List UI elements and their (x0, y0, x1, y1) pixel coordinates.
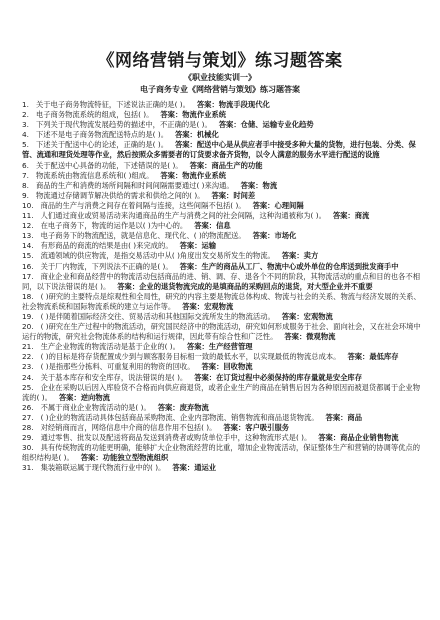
question-item (22, 100, 422, 110)
question-item (22, 191, 422, 201)
question-number: 4. (22, 130, 29, 140)
question-number: 30. (22, 443, 34, 453)
question-stem: 具有传统物流的功能更明确，能够扩大企业物流经营的比重，增加企业物流活动，保证整体生产和营销的协调等优点的组织结构是( )。 (22, 443, 421, 463)
question-stem: 流通领域的供应物流，是指交易活动中从( )角度出发交易所发生的物流。 (40, 251, 275, 261)
question-number: 24. (22, 372, 34, 382)
question-stem: 商业企业和商品经营中的物流活动包括商品的进、销、调、存、退各个不同的阶段，其物流活动的重点和目的也各不相同，以下说法错误的是( )。 (22, 271, 421, 291)
question-number: 19. (22, 311, 34, 321)
answer-text: 答案：宏观物流 (182, 301, 234, 311)
question-item (22, 413, 422, 423)
question-number: 18. (22, 291, 34, 301)
question-item (22, 373, 422, 383)
answer-text: 答案：微观物流 (284, 332, 336, 342)
answer-text: 答案：配送中心是从供应者手中接受多种大量的货物，进行包装、分类、保管、流通和理货处理等作业，然后按照众多需要者的订货要求备齐货物，以令人满意的服务水平进行配送的设施 (22, 140, 416, 160)
question-number: 3. (22, 120, 29, 130)
page-subtitle: 《职业技能实训一》 (184, 73, 256, 82)
question-number: 14. (22, 241, 34, 251)
question-item (22, 171, 422, 181)
question-stem: 下述关于配送中心的论述，正确的是( )。 (35, 140, 168, 150)
question-item (22, 140, 422, 160)
question-number: 16. (22, 261, 34, 271)
answer-text: 答案：物流作业系统 (160, 170, 227, 180)
question-stem: 通过零售、批发以及配送将商品发送到消费者或购货单位手中，这种物流形式是( )。 (40, 433, 312, 443)
question-stem: 不属于商业企业物流活动的是( )。 (40, 402, 151, 412)
question-number: 27. (22, 412, 34, 422)
question-stem: 有形商品的商流的结果是由( )来完成的。 (40, 241, 173, 251)
question-stem: ( )企业的物流活动具体包括商品采购物流、企业内部物流、销售物流和商品退货物流。 (40, 412, 319, 422)
question-stem: ( )研究在生产过程中的物流活动，研究国民经济中的物流活动，研究如何形成服务于社会、面向社会，又在社会环境中运行的物流，研究社会物流体系的结构和运行规律，因此带有综合性和广泛性。 (22, 322, 421, 342)
question-number: 20. (22, 322, 34, 332)
question-item (22, 383, 422, 403)
answer-text: 答案：逆向物流 (58, 392, 110, 402)
question-number: 11. (22, 211, 34, 221)
question-number: 26. (22, 402, 34, 412)
question-stem: ( )是指那些分拣料、可重复利用的物资的回收。 (40, 362, 195, 372)
question-stem: 对经销商而言，网络信息中介商的信息作用不包括( )。 (40, 423, 217, 432)
question-number: 21. (22, 342, 34, 352)
question-item (22, 161, 422, 171)
question-item (22, 251, 422, 261)
question-item (22, 181, 422, 191)
answer-text: 答案：物流作业系统 (160, 110, 227, 120)
question-stem: 企业在采购以后因入库验货不合格而向供应商退货，或者企业生产的商品在销售后因为各种原因而被退货都属于企业物流的( )。 (22, 382, 421, 402)
page-title: 《网络营销与策划》练习题答案 (97, 51, 343, 71)
question-item (22, 433, 422, 443)
answer-text: 答案：客户吸引服务 (223, 423, 290, 432)
question-number: 7. (22, 170, 29, 180)
question-stem: 关于基本库存和安全库存，说法错误的是( )。 (40, 372, 188, 382)
answer-text: 答案：商品生产的功能 (189, 160, 263, 170)
question-number: 6. (22, 160, 29, 170)
question-stem: 关于厂内物流，下列说法不正确的是( )。 (40, 261, 173, 271)
answer-text: 答案：信息 (194, 221, 231, 231)
question-stem: 电子商务物流系统的组成，包括( )。 (35, 110, 154, 120)
question-stem: 物流通过存储调节解决供给的需求和供给之间的( )。 (35, 190, 205, 200)
question-item (22, 312, 422, 322)
question-number: 13. (22, 231, 34, 241)
question-item (22, 423, 422, 433)
answer-text: 答案：商品 (325, 412, 363, 422)
question-item (22, 322, 422, 342)
question-number: 5. (22, 140, 29, 150)
question-stem: 生产企业物流的物流活动是基于企业的( )。 (40, 342, 180, 352)
answer-text: 答案：废弃物流 (157, 402, 209, 412)
question-item (22, 443, 422, 463)
question-stem: 下列关于现代物流发展趋势的描述中，不正确的是( )。 (35, 120, 212, 130)
answer-text: 答案：市场化 (252, 231, 297, 241)
question-item (22, 362, 422, 372)
answer-text: 答案：物流手段现代化 (196, 100, 270, 109)
answer-text: 答案：心理间隔 (252, 200, 304, 210)
question-item (22, 352, 422, 362)
answer-text: 答案：宏观物流 (281, 311, 333, 321)
question-list (22, 100, 422, 473)
question-number: 8. (22, 180, 29, 190)
question-number: 25. (22, 382, 34, 392)
answer-text: 答案：机械化 (174, 130, 219, 140)
question-stem: 集装箱联运属于现代物流行业中的( )。 (40, 463, 166, 473)
question-stem: 关于配送中心具备的功能，下述错误的是( )。 (35, 160, 183, 170)
question-item (22, 211, 422, 221)
question-item (22, 262, 422, 272)
answer-text: 答案：回收物流 (201, 362, 253, 372)
question-item (22, 130, 422, 140)
question-stem: ( )研究的主要特点是综观性和全局性，研究的内容主要是物流总体构成、物流与社会的关系、物流与经济发展的关系、社会物流系统和国际物流系统的建立与运作等。 (22, 291, 421, 311)
question-item (22, 120, 422, 130)
question-number: 28. (22, 423, 34, 432)
question-stem: ( )的目标是将存货配置成少到与顾客服务目标相一致的最低水平，以实现最低的物流总成本。 (40, 352, 341, 362)
answer-text: 答案：商品企业销售物流 (318, 433, 399, 443)
question-stem: 电子商务下的物流配送，就是信息化、现代化、( )的物流配送。 (40, 231, 246, 241)
question-stem: ( )是伴随着国际经济交往、贸易活动和其他国际交流所发生的物流活动。 (40, 311, 275, 321)
answer-text: 答案：运输 (179, 241, 217, 251)
question-number: 31. (22, 463, 34, 473)
answer-text: 答案：仓储、运输专业化趋势 (218, 120, 314, 130)
question-number: 2. (22, 110, 29, 120)
page-subheading: 电子商务专业《网络营销与策划》练习题答案 (140, 85, 300, 94)
question-item (22, 403, 422, 413)
question-number: 29. (22, 433, 34, 443)
question-item (22, 221, 422, 231)
answer-text: 答案：生产经营管理 (186, 342, 253, 352)
question-item (22, 241, 422, 251)
question-number: 22. (22, 352, 34, 362)
question-item (22, 201, 422, 211)
question-item (22, 272, 422, 292)
question-item (22, 292, 422, 312)
question-stem: 物流系统由物流信息系统和( )组成。 (35, 170, 154, 180)
answer-text: 答案：功能独立型物流组织 (80, 453, 169, 463)
answer-text: 答案：商流 (332, 211, 370, 221)
question-number: 23. (22, 362, 34, 372)
question-number: 1. (22, 100, 29, 109)
question-item (22, 463, 422, 473)
question-stem: 商品的生产和消费的场所间隔和时间间隔需要通过( )来沟通。 (35, 180, 234, 190)
question-number: 17. (22, 271, 34, 281)
question-item (22, 231, 422, 241)
question-number: 12. (22, 221, 34, 231)
answer-text: 答案：物流 (240, 180, 278, 190)
answer-text: 答案：企业的退货物流完成的是填商品的采购回点的退货，对大型企业并不重要 (117, 281, 373, 291)
answer-text: 答案：通运业 (172, 463, 217, 473)
question-item (22, 342, 422, 352)
answer-text: 答案：在订货过程中必须保持的库存量就是安全库存 (194, 372, 363, 382)
answer-text: 答案：卖方 (281, 251, 319, 261)
answer-text: 答案：最低库存 (347, 352, 399, 362)
question-stem: 关于电子商务物流特征，下述说法正确的是( )。 (35, 100, 190, 109)
question-stem: 商品的生产与消费之间存在着间隔与连接，这些间隔不包括( )。 (40, 200, 246, 210)
answer-text: 答案：生产的商品从工厂、物流中心或外单位的仓库送到批发商手中 (179, 261, 399, 271)
question-stem: 在电子商务下，物流的运作是以( )为中心的。 (40, 221, 188, 231)
answer-text: 答案：时间差 (211, 190, 256, 200)
question-stem: 人们通过商业或贸易活动来沟通商品的生产与消费之间的社会间隔，这种沟通被称为( )。 (40, 211, 326, 221)
question-number: 10. (22, 200, 34, 210)
question-number: 15. (22, 251, 34, 261)
question-stem: 下述不是电子商务物流配送特点的是( )。 (35, 130, 168, 140)
question-number: 9. (22, 190, 29, 200)
question-item (22, 110, 422, 120)
